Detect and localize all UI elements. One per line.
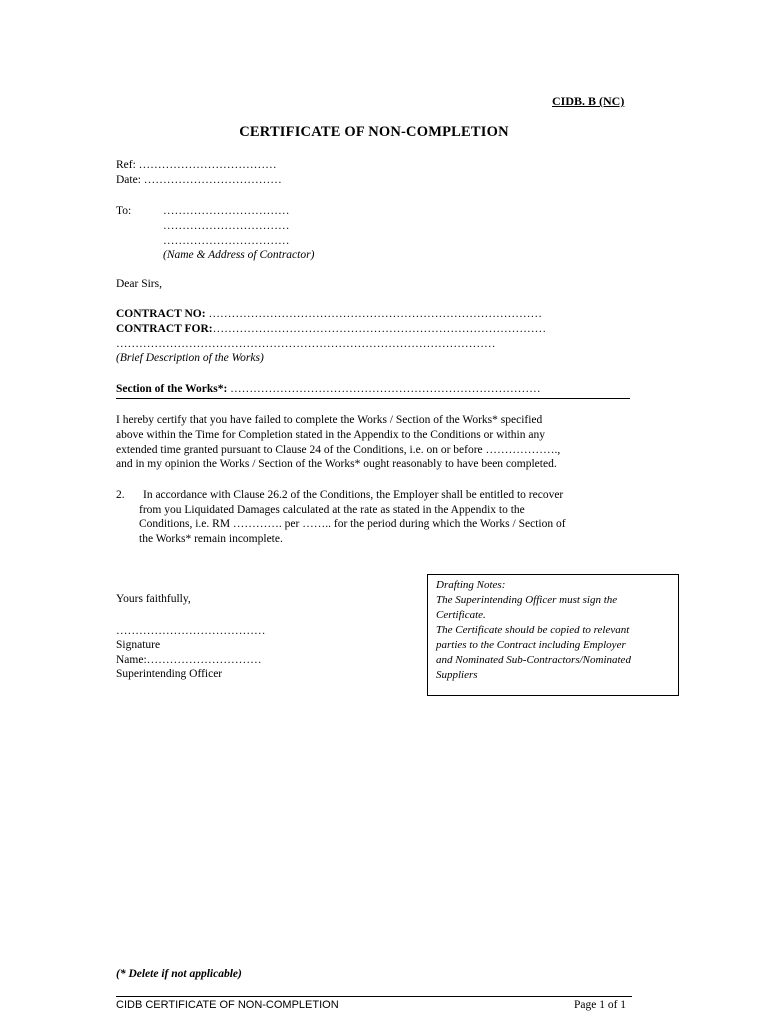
footer-doc-name: CIDB CERTIFICATE OF NON-COMPLETION [116, 999, 339, 1011]
section-label: Section of the Works*: [116, 383, 228, 395]
drafting-notes-box [427, 574, 679, 696]
salutation: Dear Sirs, [116, 278, 162, 290]
address-line-3: …………………………… [163, 235, 290, 247]
drafting-notes-heading: Drafting Notes: [436, 579, 506, 591]
drafting-notes-line: The Certificate should be copied to relevant [436, 624, 630, 636]
footer-divider [116, 996, 632, 997]
paragraph2-line: Conditions, i.e. RM …………. per …….. for the period during which the Works / Section of [139, 518, 566, 530]
drafting-notes-line: Certificate. [436, 609, 486, 621]
section-dots: ……………………………………………………………………… [227, 383, 541, 395]
paragraph2-line: In accordance with Clause 26.2 of the Conditions, the Employer shall be entitled to recover [143, 489, 564, 501]
date-line: Date: ……………………………… [116, 174, 282, 186]
drafting-notes-line: Suppliers [436, 669, 478, 681]
to-label: To: [116, 205, 132, 217]
contract-no-dots: …………………………………………………………………………… [205, 308, 542, 320]
paragraph1-line: above within the Time for Completion stated in the Appendix to the Conditions or within any [116, 429, 545, 441]
drafting-notes-line: and Nominated Sub-Contractors/Nominated [436, 654, 631, 666]
address-line-1: …………………………… [163, 205, 290, 217]
paragraph1-line: and in my opinion the Works / Section of the Works* ought reasonably to have been completed. [116, 458, 557, 470]
signature-dots: ………………………………… [116, 625, 266, 637]
form-code: CIDB. B (NC) [552, 94, 625, 108]
paragraph2-line: from you Liquidated Damages calculated at the rate as stated in the Appendix to the [139, 504, 525, 516]
contract-extra-dots: ……………………………………………………………………………………… [116, 338, 496, 350]
section-divider [116, 398, 630, 399]
paragraph2-number: 2. [116, 489, 125, 501]
contract-no-row [116, 307, 542, 322]
address-note: (Name & Address of Contractor) [163, 249, 315, 261]
contract-for-row [116, 322, 546, 337]
signature-label: Signature [116, 639, 161, 651]
drafting-notes-line: parties to the Contract including Employer [436, 639, 626, 651]
closing: Yours faithfully, [116, 593, 191, 605]
delete-note: (* Delete if not applicable) [116, 968, 242, 980]
works-note: (Brief Description of the Works) [116, 352, 264, 364]
contract-for-dots: …………………………………………………………………………… [212, 323, 547, 335]
page-title: CERTIFICATE OF NON-COMPLETION [239, 124, 509, 140]
section-row [116, 382, 541, 397]
drafting-notes-line: The Superintending Officer must sign the [436, 594, 618, 606]
contract-for-label: CONTRACT FOR: [116, 323, 213, 335]
paragraph1-line: I hereby certify that you have failed to complete the Works / Section of the Works* specified [116, 414, 543, 426]
paragraph1-line: extended time granted pursuant to Clause 24 of the Conditions, i.e. on or before ………………., [116, 444, 561, 456]
paragraph2-line: the Works* remain incomplete. [139, 533, 283, 545]
officer-title: Superintending Officer [116, 668, 223, 680]
address-line-2: …………………………… [163, 220, 290, 232]
ref-line: Ref: ……………………………… [116, 159, 277, 171]
page-number: Page 1 of 1 [574, 999, 627, 1011]
name-line: Name:………………………… [116, 654, 262, 666]
contract-no-label: CONTRACT NO: [116, 308, 206, 320]
